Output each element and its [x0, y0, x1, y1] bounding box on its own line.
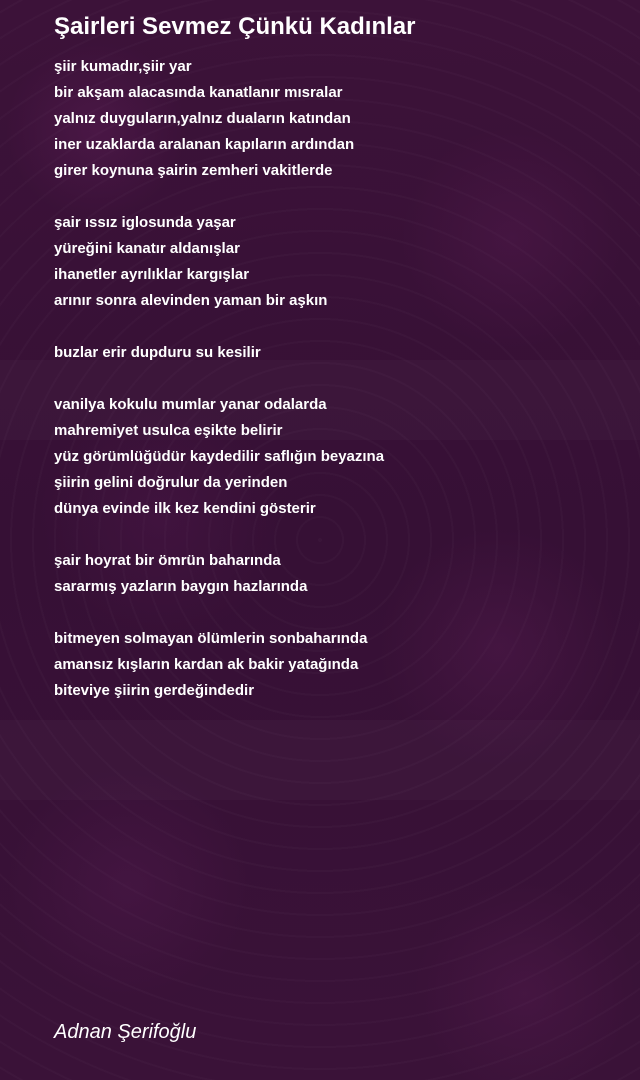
- poem-line: yüz görümlüğüdür kaydedilir saflığın beyazına: [54, 448, 385, 465]
- poem-line: yalnız duyguların,yalnız duaların katından: [54, 110, 351, 127]
- poem-stanza: [54, 54, 614, 184]
- poem-stanza: [54, 210, 614, 314]
- poem-line: bir akşam alacasında kanatlanır mısralar: [54, 84, 343, 101]
- poem-line: girer koynuna şairin zemheri vakitlerde: [54, 162, 333, 179]
- poem-line: vanilya kokulu mumlar yanar odalarda: [54, 396, 327, 413]
- poem-stanza: [54, 340, 614, 366]
- poem-line: şiir kumadır,şiir yar: [54, 58, 192, 75]
- poem-line: iner uzaklarda aralanan kapıların ardından: [54, 136, 355, 153]
- poem-line: şair hoyrat bir ömrün baharında: [54, 552, 281, 569]
- poem-line: mahremiyet usulca eşikte belirir: [54, 422, 283, 439]
- poem-line: ihanetler ayrılıklar kargışlar: [54, 266, 250, 283]
- poem-stanza: [54, 626, 614, 704]
- poem-line: şair ıssız iglosunda yaşar: [54, 214, 236, 231]
- background-band: [0, 720, 640, 800]
- poem-line: biteviye şiirin gerdeğindedir: [54, 682, 255, 699]
- poem-author: Adnan Şerifoğlu: [54, 1021, 197, 1043]
- poem-stanza: [54, 392, 614, 522]
- poem-line: şiirin gelini doğrulur da yerinden: [54, 474, 288, 491]
- poem-body: [54, 54, 614, 730]
- poem-line: buzlar erir dupduru su kesilir: [54, 344, 261, 361]
- poem-line: arınır sonra alevinden yaman bir aşkın: [54, 292, 328, 309]
- poem-line: amansız kışların kardan ak bakir yatağında: [54, 656, 359, 673]
- poem-line: bitmeyen solmayan ölümlerin sonbaharında: [54, 630, 368, 647]
- poem-line: dünya evinde ilk kez kendini gösterir: [54, 500, 316, 517]
- poem-line: yüreğini kanatır aldanışlar: [54, 240, 240, 257]
- poem-stanza: [54, 548, 614, 600]
- poem-title: Şairleri Sevmez Çünkü Kadınlar: [54, 13, 416, 40]
- poem-line: sararmış yazların baygın hazlarında: [54, 578, 308, 595]
